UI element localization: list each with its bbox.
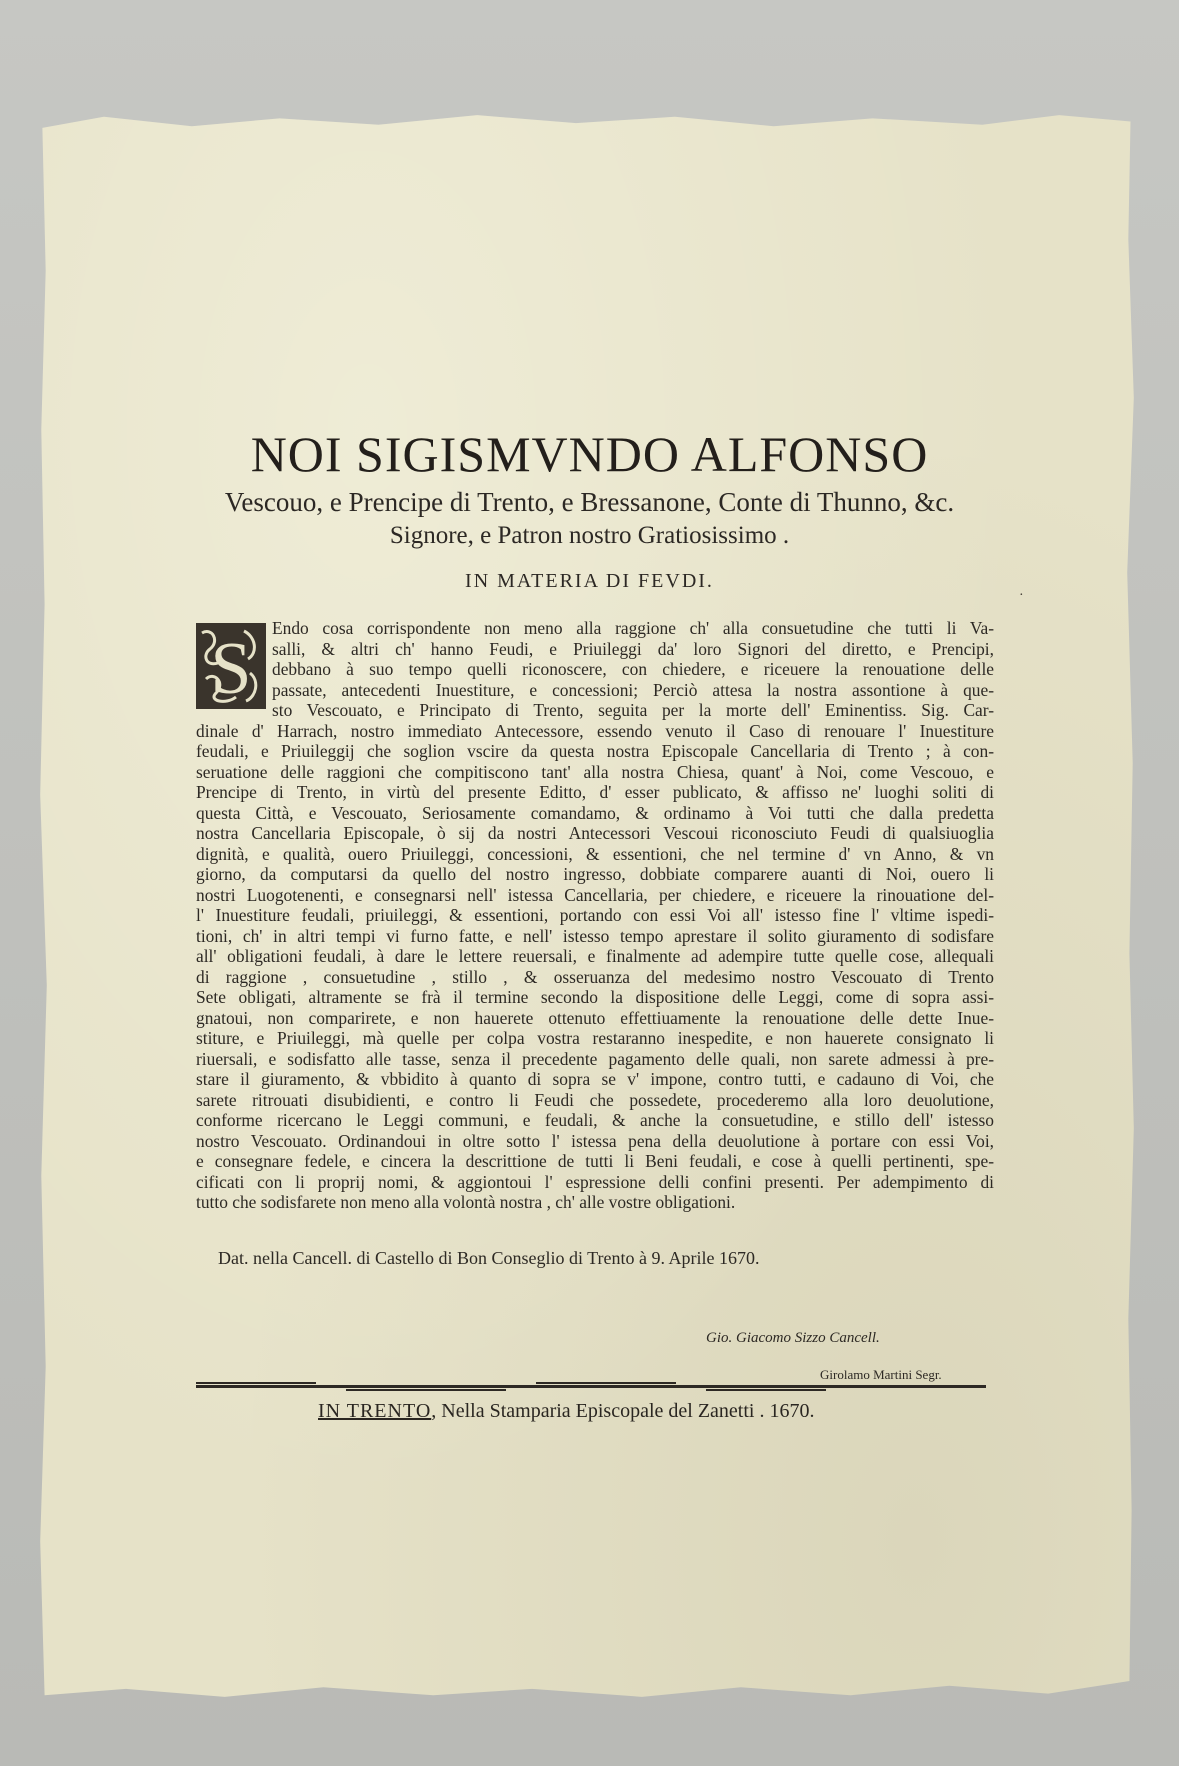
signature-chancellor: Gio. Giacomo Sizzo Cancell. xyxy=(706,1330,880,1346)
body-line: di raggione , consuetudine , stillo , & osseruanza del medesimo nostro Vescouato di Trento xyxy=(196,966,994,987)
body-line: salli, & altri ch' hanno Feudi, e Priuileggi da' loro Signori del diretto, e Prencipi, xyxy=(272,638,994,659)
body-line: cificati con li proprij nomi, & aggiontoui l' espressione delli confini presenti. Per adempimento di xyxy=(196,1171,994,1192)
body-line: Endo cosa corrispondente non meno alla raggione ch' alla consuetudine che tutti li Va- xyxy=(272,618,994,638)
body-line: dignità, e qualità, ouero Priuileggi, concessioni, & essentioni, che nel termine d' vn Anno, & vn xyxy=(196,843,994,864)
date-line: Dat. nella Cancell. di Castello di Bon Conseglio di Trento à 9. Aprile 1670. xyxy=(218,1248,760,1268)
body-line: riuersali, e sodisfatto alle tasse, senza il precedente pagamento delle quali, non sarete admessi à pre- xyxy=(196,1048,994,1069)
body-line: dinale d' Harrach, nostro immediato Antecessore, essendo venuto il Caso di renouare l' Inuestiture xyxy=(196,720,994,741)
document-title: NOI SIGISMVNDO ALFONSO xyxy=(250,426,929,482)
body-line: feudali, e Priuileggij che soglion vscire da questa nostra Episcopale Cancellaria di Trento ; à con- xyxy=(196,741,994,761)
edict-body xyxy=(196,618,994,1213)
signature-secretary: Girolamo Martini Segr. xyxy=(820,1367,942,1382)
body-line: conforme ricercano le Leggi communi, e feudali, & anche la consuetudine, e stillo dell' istesso xyxy=(196,1110,994,1130)
margin-mark: · xyxy=(1019,588,1024,603)
title-subtitle-line-1: Vescouo, e Prencipe di Trento, e Bressanone, Conte di Thunno, &c. xyxy=(224,487,955,517)
imprint-place: IN TRENTO xyxy=(318,1400,432,1422)
body-line: gnatoui, non comparirete, e non hauerete ottenuto effettiuamente la renouatione delle dette Inue- xyxy=(196,1007,994,1028)
body-line: nostri Luogotenenti, e consegnarsi nell' istessa Cancellaria, per chiedere, e riceuere la rinouatione del- xyxy=(196,884,994,905)
body-line: all' obligationi feudali, à dare le lettere reuersali, e finalmente ad adempire tutte quelle cose, allequali xyxy=(196,946,994,966)
body-line: tutto che sodisfarete non meno alla volontà nostra , ch' alle vostre obligationi. xyxy=(196,1192,736,1212)
body-line: passate, antecedenti Inuestiture, e concessioni; Perciò attesa la nostra assontione à que- xyxy=(272,679,994,700)
body-line: stare il giuramento, & vbbidito à quanto di sopra se v' impone, contro tutti, e cadauno di Voi, che xyxy=(196,1069,994,1089)
body-line: l' Inuestiture feudali, priuileggi, & essentioni, portando con essi Voi all' istesso fine l' vltime ispedi- xyxy=(196,905,994,925)
body-line: nostra Cancellaria Episcopale, ò sij da nostri Antecessori Vescoui riconosciuto Feudi di qualsiuoglia xyxy=(196,823,994,843)
body-line: Prencipe di Trento, in virtù del presente Editto, d' esser publicato, & affisso ne' luoghi soliti di xyxy=(196,782,994,802)
body-line: Sete obligati, altramente se frà il termine secondo la dispositione delle Leggi, come di sopra assi- xyxy=(196,987,994,1007)
body-line: tioni, ch' in altri tempi vi furno fatte, e nell' istesso tempo aprestare il solito giuramento di sodisfare xyxy=(196,925,994,946)
body-line: stiture, e Priuileggi, mà quelle per colpa vostra restaranno inespedite, e non hauerete consignato li xyxy=(196,1028,994,1048)
section-heading: IN MATERIA DI FEVDI. xyxy=(465,570,714,592)
body-line: e consegnare fedele, e cincera la descrittione de tutti li Beni feudali, e cose à quelli pertinenti, spe- xyxy=(196,1151,994,1171)
imprint-printer: , Nella Stamparia Episcopale del Zanetti . 1670. xyxy=(431,1400,815,1422)
body-line: questa Città, e Vescouato, Seriosamente comandamo, & ordinamo à Voi tutti che dalla predetta xyxy=(196,802,994,823)
body-line: debbano à suo tempo quelli riconoscere, con chiedere, e riceuere la renouatione delle xyxy=(272,659,994,679)
body-line: seruatione delle raggioni che compitiscono tant' alla nostra Chiesa, quant' à Noi, come Vescouo, e xyxy=(196,761,994,782)
body-line: sarete ritrouati disubidienti, e contro li Feudi che possedete, procederemo alla loro deuolutione, xyxy=(196,1089,994,1110)
body-line: nostro Vescouato. Ordinandoui in oltre sotto l' istessa pena della deuolutione à portare con essi Voi, xyxy=(196,1130,994,1151)
body-line: sto Vescouato, e Principato di Trento, seguita per la morte dell' Eminentiss. Sig. Car- xyxy=(272,700,994,720)
imprint-line xyxy=(318,1400,814,1423)
body-line: giorno, da computarsi da quello del nostro ingresso, dobbiate comparere auanti di Noi, ouero li xyxy=(196,864,994,884)
dropcap-letter: S xyxy=(210,628,252,709)
title-subtitle-line-2: Signore, e Patron nostro Gratiosissimo . xyxy=(389,522,790,549)
ornamental-rule xyxy=(196,1381,986,1393)
